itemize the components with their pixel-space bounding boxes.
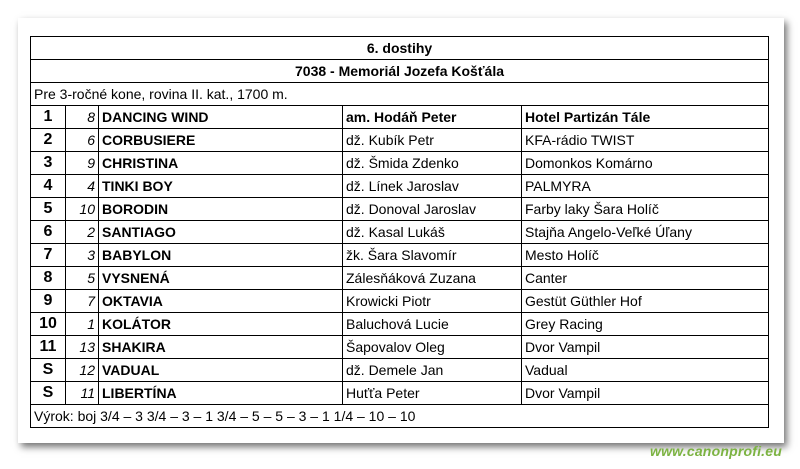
race-number: 6. dostihy <box>31 37 769 60</box>
jockey-name: dž. Donoval Jaroslav <box>343 198 522 221</box>
table-row <box>31 313 769 336</box>
horse-name: CORBUSIERE <box>99 129 343 152</box>
finish-position: 6 <box>31 221 66 244</box>
race-results-table <box>30 36 769 428</box>
finish-position: 2 <box>31 129 66 152</box>
race-conditions: Pre 3-ročné kone, rovina II. kat., 1700 m. <box>31 83 769 106</box>
start-number: 5 <box>66 267 99 290</box>
finish-position: 5 <box>31 198 66 221</box>
table-row <box>31 336 769 359</box>
owner-name: Canter <box>522 267 769 290</box>
jockey-name: am. Hodáň Peter <box>343 106 522 129</box>
owner-name: Farby laky Šara Holíč <box>522 198 769 221</box>
start-number: 3 <box>66 244 99 267</box>
table-row <box>31 221 769 244</box>
jockey-name: Šapovalov Oleg <box>343 336 522 359</box>
owner-name: KFA-rádio TWIST <box>522 129 769 152</box>
table-row <box>31 267 769 290</box>
finish-position: 3 <box>31 152 66 175</box>
horse-name: OKTAVIA <box>99 290 343 313</box>
start-number: 6 <box>66 129 99 152</box>
start-number: 8 <box>66 106 99 129</box>
jockey-name: Baluchová Lucie <box>343 313 522 336</box>
table-row <box>31 290 769 313</box>
jockey-name: dž. Línek Jaroslav <box>343 175 522 198</box>
owner-name: Domonkos Komárno <box>522 152 769 175</box>
horse-name: SANTIAGO <box>99 221 343 244</box>
finish-position: 10 <box>31 313 66 336</box>
owner-name: Grey Racing <box>522 313 769 336</box>
jockey-name: Krowicki Piotr <box>343 290 522 313</box>
finish-position: S <box>31 382 66 405</box>
jockey-name: dž. Demele Jan <box>343 359 522 382</box>
table-row <box>31 152 769 175</box>
race-title: 7038 - Memoriál Jozefa Košťála <box>31 60 769 83</box>
table-row <box>31 106 769 129</box>
jockey-name: Huťťa Peter <box>343 382 522 405</box>
owner-name: Stajňa Angelo-Veľké Úľany <box>522 221 769 244</box>
start-number: 10 <box>66 198 99 221</box>
owner-name: Mesto Holíč <box>522 244 769 267</box>
start-number: 13 <box>66 336 99 359</box>
finish-position: 7 <box>31 244 66 267</box>
jockey-name: dž. Kubík Petr <box>343 129 522 152</box>
start-number: 9 <box>66 152 99 175</box>
horse-name: VYSNENÁ <box>99 267 343 290</box>
finish-position: S <box>31 359 66 382</box>
start-number: 4 <box>66 175 99 198</box>
start-number: 11 <box>66 382 99 405</box>
finish-position: 4 <box>31 175 66 198</box>
horse-name: BABYLON <box>99 244 343 267</box>
horse-name: BORODIN <box>99 198 343 221</box>
horse-name: CHRISTINA <box>99 152 343 175</box>
watermark-text: www.canonprofi.eu <box>650 443 782 459</box>
owner-name: Dvor Vampil <box>522 336 769 359</box>
jockey-name: dž. Šmida Zdenko <box>343 152 522 175</box>
owner-name: Hotel Partizán Tále <box>522 106 769 129</box>
jockey-name: žk. Šara Slavomír <box>343 244 522 267</box>
jockey-name: dž. Kasal Lukáš <box>343 221 522 244</box>
table-row <box>31 198 769 221</box>
table-row <box>31 175 769 198</box>
table-row <box>31 129 769 152</box>
start-number: 12 <box>66 359 99 382</box>
finish-position: 8 <box>31 267 66 290</box>
race-verdict: Výrok: boj 3/4 – 3 3/4 – 3 – 1 3/4 – 5 – 5 – 3 – 1 1/4 – 10 – 10 <box>31 405 769 428</box>
start-number: 7 <box>66 290 99 313</box>
horse-name: SHAKIRA <box>99 336 343 359</box>
owner-name: Dvor Vampil <box>522 382 769 405</box>
table-row <box>31 244 769 267</box>
jockey-name: Zálesňáková Zuzana <box>343 267 522 290</box>
owner-name: Gestüt Güthler Hof <box>522 290 769 313</box>
start-number: 2 <box>66 221 99 244</box>
table-row <box>31 382 769 405</box>
owner-name: Vadual <box>522 359 769 382</box>
table-row <box>31 359 769 382</box>
horse-name: DANCING WIND <box>99 106 343 129</box>
horse-name: KOLÁTOR <box>99 313 343 336</box>
finish-position: 1 <box>31 106 66 129</box>
horse-name: LIBERTÍNA <box>99 382 343 405</box>
start-number: 1 <box>66 313 99 336</box>
owner-name: PALMYRA <box>522 175 769 198</box>
horse-name: TINKI BOY <box>99 175 343 198</box>
finish-position: 11 <box>31 336 66 359</box>
horse-name: VADUAL <box>99 359 343 382</box>
finish-position: 9 <box>31 290 66 313</box>
